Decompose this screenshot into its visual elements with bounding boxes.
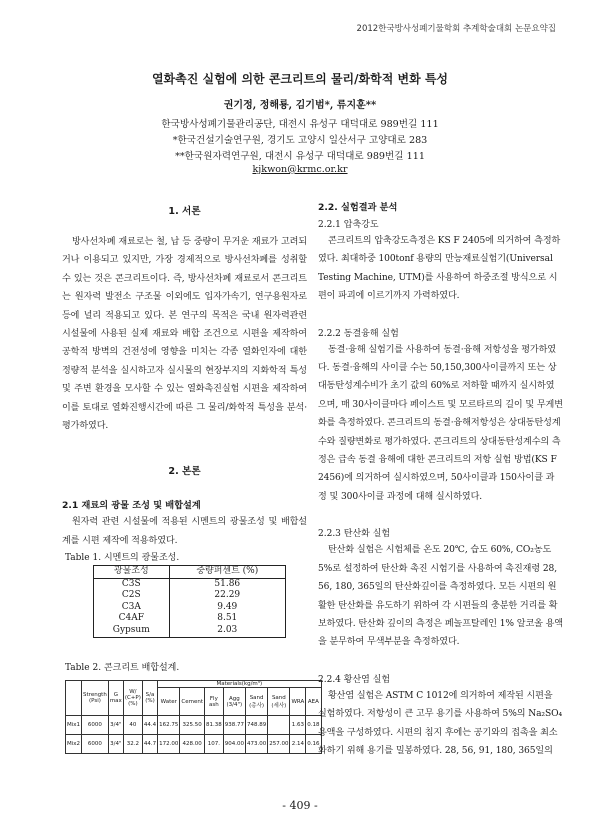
mineral-name-cell: Gypsum	[94, 625, 170, 637]
table-row	[94, 625, 286, 637]
mix-value-cell: 3/4"	[108, 716, 123, 735]
mix-value-cell: 473.00	[245, 735, 267, 754]
weight-percent-cell: 51.86	[169, 578, 285, 590]
table-row	[66, 716, 322, 735]
mix-design-table	[65, 680, 322, 754]
mix-value-cell: 2.14	[290, 735, 306, 754]
section-2-2-1-title: 2.2.1 압축강도	[318, 220, 379, 230]
mix-value-cell: 107.	[204, 735, 223, 754]
table2-header-sand1: Sand (총사)	[245, 688, 267, 716]
mix-value-cell	[268, 716, 290, 735]
mix-label-cell: Mix1	[66, 716, 82, 735]
mix-value-cell: 325.50	[180, 716, 205, 735]
mix-value-cell: 44.4	[142, 716, 157, 735]
mix-value-cell: 32.2	[123, 735, 142, 754]
table1-caption: Table 1. 시멘트의 광물조성.	[65, 553, 180, 563]
section-introduction-title: 1. 서론	[168, 206, 201, 217]
subsection-2-2-title: 2.2. 실험결과 분석	[318, 202, 398, 213]
table-row	[94, 590, 286, 602]
table-row	[66, 735, 322, 754]
mineral-name-cell: C4AF	[94, 613, 170, 625]
table-row	[94, 613, 286, 625]
table2-header-flyash: Fly ash	[204, 688, 223, 716]
table2-header-wra: WRA	[290, 688, 306, 716]
table2-header-gmax: G max	[108, 681, 123, 716]
table2-header-sand2: Sand (세사)	[268, 688, 290, 716]
table2-header-wc: W/ (C+P) (%)	[123, 681, 142, 716]
section-2-2-1-text: 콘크리트의 압축강도측정은 KS F 2405에 의거하여 측정하였다. 최대하중 100tonf 용량의 만능재료실험기(Universal Testing Machine, UTM)를 사용하여 하중조절 방식으로 시편이 파괴에 이르기까지 가력하였다.	[318, 236, 561, 302]
mix-value-cell: 938.77	[223, 716, 245, 735]
mix-value-cell: 6000	[82, 735, 109, 754]
mix-value-cell: 162.75	[158, 716, 180, 735]
section-2-2-3-text: 탄산화 실험은 시험체를 온도 20℃, 습도 60%, CO₂농도 5%로 설정하여 탄산화 촉진 시험기를 사용하여 촉진재령 28, 56, 180, 365일의 탄산화깊이를 측정하였다. 모든 시편의 원활한 탄산화를 유도하기 위하여 각 시편들의 충분한 거리를 확보하였다. 탄산화 깊이의 측정은 페놀프탈레인 1% 알코올 용액을 분무하여 무색부분을 측정하였다.	[318, 545, 563, 648]
weight-percent-cell: 22.29	[169, 590, 285, 602]
mix-value-cell: 0.18	[306, 716, 321, 735]
affiliation-2: *한국건설기술연구원, 경기도 고양시 일산서구 고양대로 283	[172, 135, 428, 146]
mix-value-cell: 40	[123, 716, 142, 735]
weight-percent-cell: 2.03	[169, 625, 285, 637]
mix-value-cell: 748.89	[245, 716, 267, 735]
table2-header-cement: Cement	[180, 688, 205, 716]
table1-header-weight: 중량퍼센트 (%)	[169, 566, 285, 579]
section-2-2-3-title: 2.2.3 탄산화 실험	[318, 529, 391, 540]
table-row	[94, 602, 286, 614]
table-row	[94, 578, 286, 590]
table2-header-materials: Materials(kg/m³)	[158, 681, 321, 688]
mix-value-cell: 428.00	[180, 735, 205, 754]
weight-percent-cell: 9.49	[169, 602, 285, 614]
introduction-paragraph: 방사선차폐 재료로는 철, 납 등 중량이 무거운 재료가 고려되거나 이용되고 있지만, 가장 경제적으로 방사선차폐를 성취할 수 있는 것은 콘크리트이다. 즉, 방사선차폐 재료로서 콘크리트는 원자력 발전소 구조물 이외에도 입자가속기, 연구용원자로 등에 널리 적용되고 있다. 본 연구의 목적은 국내 원자력관련 시설물에 사용된 실제 재료와 배합 조건으로 시편을 제작하여 공학적 방벽의 건전성에 영향을 미치는 각종 열화인자에 대한 정량적 분석을 실시하고자 실시물의 현장부지의 지화학적 특성 및 주변 환경을 모사할 수 있는 열화촉진실험 시편을 제작하여 이를 토대로 열화진행시간에 따른 그 물리/화학적 특성을 분석·평가하였다.	[62, 237, 307, 432]
section-2-2-4-text: 황산염 실험은 ASTM C 1012에 의거하여 제작된 시편을 실험하였다. 저항성이 큰 고무 용기를 사용하여 5%의 Na₂SO₄용액을 구성하였다. 시편의 침지 후에는 공기와의 접촉을 최소화하기 위해 용기를 밀봉하였다. 28, 56, 91, 180, 365일의	[318, 690, 562, 756]
section-2-2-2-title: 2.2.2 동결융해 실험	[318, 328, 399, 339]
table2-header-aea: AEA	[306, 688, 321, 716]
mix-value-cell: 172.00	[158, 735, 180, 754]
mix-value-cell: 44.7	[142, 735, 157, 754]
mix-value-cell: 81.38	[204, 716, 223, 735]
subsection-2-1-title: 2.1 재료의 광물 조성 및 배합설계	[62, 500, 201, 512]
mix-label-cell: Mix2	[66, 735, 82, 754]
weight-percent-cell: 8.51	[169, 613, 285, 625]
section-2-2-2-text: 동결·융해 실험기를 사용하여 동결·융해 저항성을 평가하였다. 동결·융해의 사이클 수는 50,150,300사이클까지 또는 상대동탄성계수비가 초기 값의 60%로 저하할 때까지 실시하였으며, 매 30사이클마다 페이스트 및 모르타르의 길이 및 무게변화를 측정하였다. 콘크리트의 동결·융해저항성은 상대동탄성계수와 질량변화로 평가하였다. 콘크리트의 상대동탄성계수의 측정은 급속 동결 융해에 대한 콘크리트의 저항 실험 방법(KS F 2456)에 의거하여 실시하였으며, 50사이클과 150사이클 과정 및 300사이클 과정에 대해 실시하였다.	[318, 344, 563, 502]
author-email[interactable]: kjkwon@krmc.or.kr	[252, 164, 348, 175]
author-list: 권기정, 정해룡, 김기범*, 류지훈**	[223, 100, 377, 111]
paper-title: 열화촉진 실험에 의한 콘크리트의 물리/화학적 변화 특성	[151, 72, 449, 86]
mix-value-cell: 904.00	[223, 735, 245, 754]
mix-value-cell: 257.00	[268, 735, 290, 754]
affiliation-3: **한국원자력연구원, 대전시 유성구 대덕대로 989번길 111	[175, 151, 425, 162]
left-column	[62, 195, 307, 550]
table2-corner	[66, 681, 82, 716]
mix-value-cell: 1.63	[290, 716, 306, 735]
mineral-name-cell: C3S	[94, 578, 170, 590]
running-header: 2012한국방사성폐기물학회 추계학술대회 논문요약집	[356, 24, 556, 34]
section-main-title: 2. 본론	[168, 466, 201, 478]
table2-header-water: Water	[158, 688, 180, 716]
mineral-composition-table	[93, 565, 286, 638]
mineral-name-cell: C3A	[94, 602, 170, 614]
section-2-2-4-title: 2.2.4 황산염 실험	[318, 674, 391, 685]
subsection-2-1-text: 원자력 관련 시설물에 적용된 시멘트의 광물조성 및 배합설계를 시편 제작에 적용하였다.	[62, 517, 307, 546]
mix-value-cell: 6000	[82, 716, 109, 735]
mineral-name-cell: C2S	[94, 590, 170, 602]
mix-value-cell: 0.16	[306, 735, 321, 754]
right-column	[318, 195, 563, 760]
table2-header-strength: Strength (Psi)	[82, 681, 109, 716]
affiliation-1: 한국방사성폐기물관리공단, 대전시 유성구 대덕대로 989번길 111	[161, 119, 439, 130]
table2-header-agg: Agg (3/4")	[223, 688, 245, 716]
page-number: - 409 -	[282, 799, 318, 812]
mix-value-cell: 3/4"	[108, 735, 123, 754]
table2-header-sa: S/a (%)	[142, 681, 157, 716]
table2-caption: Table 2. 콘크리트 배합설계.	[65, 663, 180, 673]
table1-header-mineral: 광물조성	[94, 566, 170, 579]
